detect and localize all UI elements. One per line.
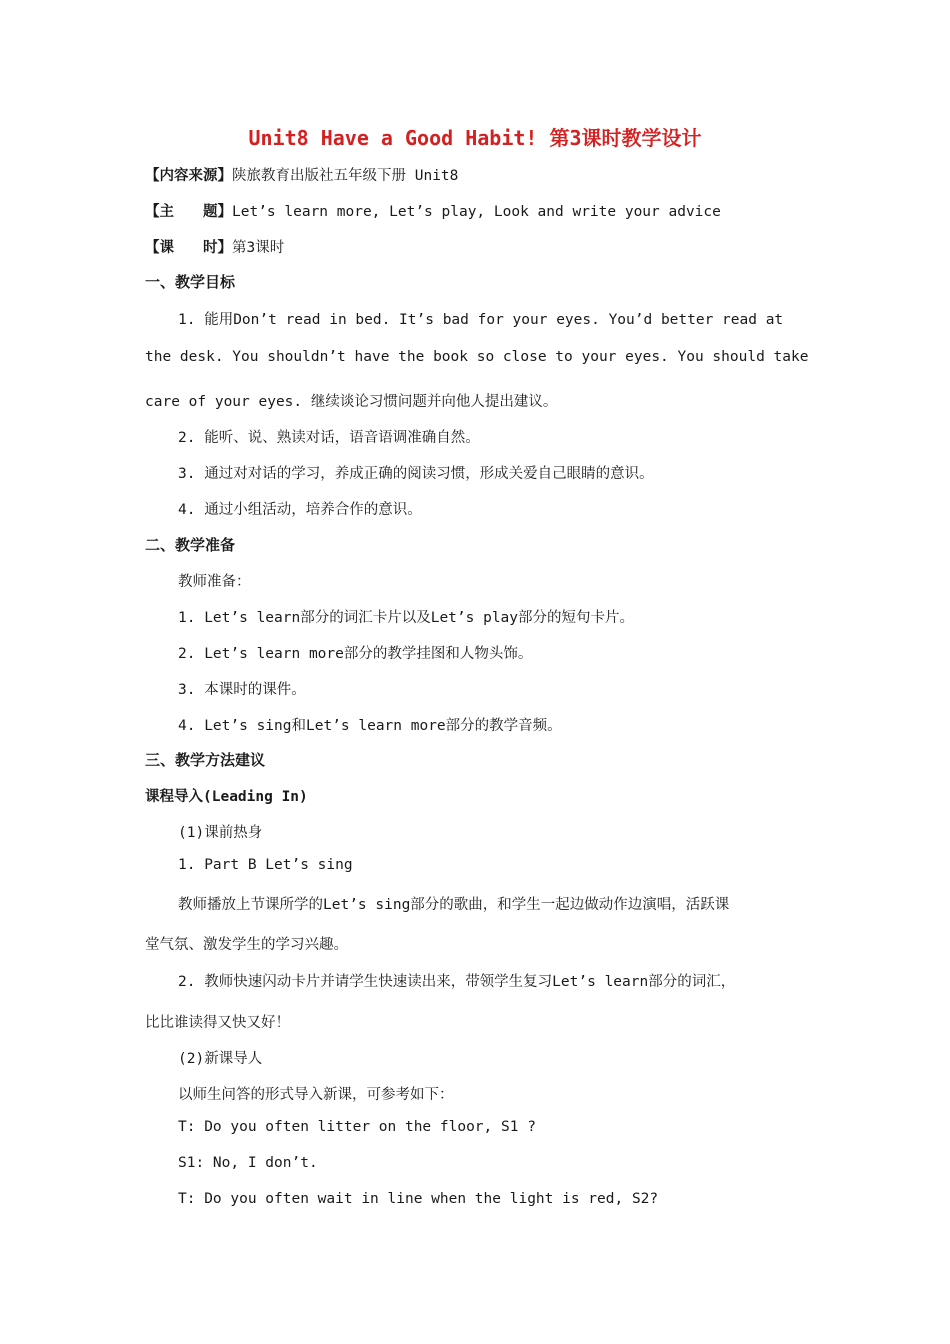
meta-topic-label: 【主 题】 — [145, 204, 232, 220]
prep-item-1: 1. Let’s learn部分的词汇卡片以及Let’s play部分的短句卡片。 — [178, 610, 635, 626]
flashcard-para-line-1: 2. 教师快速闪动卡片并请学生快速读出来，带领学生复习Let’s learn部分的词汇， — [178, 974, 736, 990]
meta-period-label: 【课 时】 — [145, 240, 232, 256]
goal-item-1-line-1: 1. 能用Don’t read in bed. It’s bad for your eyes. You’d better read at — [178, 312, 784, 328]
new-lesson-heading: (2)新课导人 — [178, 1051, 263, 1067]
meta-period — [145, 236, 284, 257]
meta-source-value: 陕旅教育出版社五年级下册 Unit8 — [232, 168, 459, 184]
meta-source-label: 【内容来源】 — [145, 168, 232, 184]
goal-item-2: 2. 能听、说、熟读对话，语音语调准确自然。 — [178, 430, 480, 446]
dialog-line-3: T: Do you often wait in line when the light is red, S2? — [178, 1191, 659, 1207]
section1-heading: 一、教学目标 — [145, 273, 236, 291]
prep-item-4: 4. Let’s sing和Let’s learn more部分的教学音频。 — [178, 718, 562, 734]
part-b-sing: 1. Part B Let’s sing — [178, 857, 353, 873]
goal-item-1-line-2: the desk. You shouldn’t have the book so close to your eyes. You should take — [145, 349, 809, 365]
section3-heading: 三、教学方法建议 — [145, 751, 266, 769]
goal-item-3: 3. 通过对对话的学习，养成正确的阅读习惯，形成关爱自己眼睛的意识。 — [178, 466, 654, 482]
leading-in-heading: 课程导入(Leading In) — [145, 789, 308, 805]
meta-topic — [145, 200, 721, 221]
meta-topic-value: Let’s learn more, Let’s play, Look and write your advice — [232, 204, 721, 220]
prep-item-3: 3. 本课时的课件。 — [178, 682, 306, 698]
warmup-para-line-2: 堂气氛、激发学生的学习兴趣。 — [145, 937, 348, 953]
dialog-line-2: S1: No, I don’t. — [178, 1155, 318, 1171]
goal-item-4: 4. 通过小组活动，培养合作的意识。 — [178, 502, 422, 518]
prep-item-2: 2. Let’s learn more部分的教学挂图和人物头饰。 — [178, 646, 533, 662]
intro-text: 以师生问答的形式导入新课，可参考如下： — [178, 1087, 454, 1103]
goal-item-1-line-3: care of your eyes. 继续谈论习惯问题并向他人提出建议。 — [145, 394, 558, 410]
meta-source — [145, 164, 458, 185]
meta-period-value: 第3课时 — [232, 240, 285, 256]
warmup-heading: (1)课前热身 — [178, 825, 263, 841]
prep-subheading: 教师准备： — [178, 574, 251, 590]
dialog-line-1: T: Do you often litter on the floor, S1 ? — [178, 1119, 536, 1135]
warmup-para-line-1: 教师播放上节课所学的Let’s sing部分的歌曲，和学生一起边做动作边演唱，活跃课 — [178, 897, 730, 913]
section2-heading: 二、教学准备 — [145, 536, 236, 554]
document-title: Unit8 Have a Good Habit! 第3课时教学设计 — [248, 126, 702, 150]
flashcard-para-line-2: 比比谁读得又快又好！ — [145, 1015, 290, 1031]
